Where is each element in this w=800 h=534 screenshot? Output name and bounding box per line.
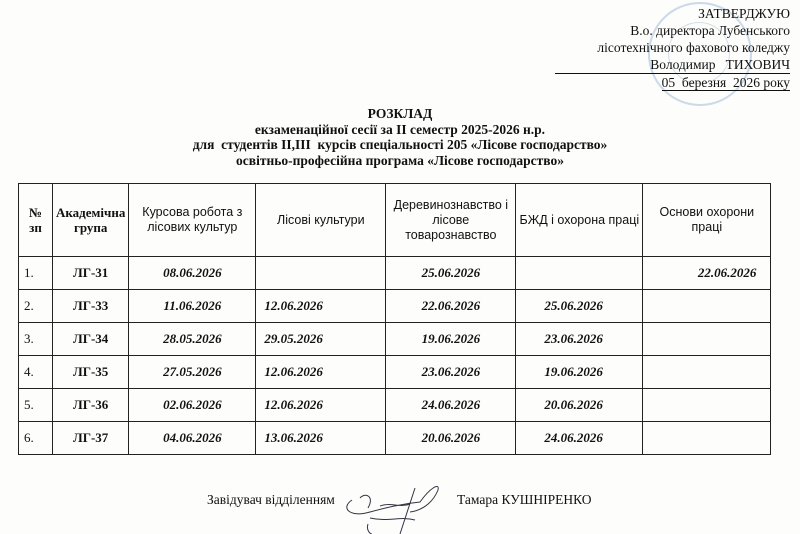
exam-schedule-table	[18, 183, 771, 455]
table-cell: 1.	[19, 257, 53, 290]
approval-block	[555, 5, 790, 91]
approval-name: Володимир ТИХОВИЧ	[555, 56, 790, 74]
table-cell	[643, 389, 771, 422]
table-cell: 25.06.2026	[516, 290, 643, 323]
table-row	[19, 422, 771, 455]
title-line-4: освітньо-професійна програма «Лісове господарство»	[236, 152, 564, 168]
table-row	[19, 356, 771, 389]
table-cell: 02.06.2026	[129, 389, 256, 422]
table-cell: 04.06.2026	[129, 422, 256, 455]
table-cell: ЛГ-36	[53, 389, 129, 422]
table-cell: 12.06.2026	[256, 290, 386, 323]
column-header: БЖД і охорона праці	[516, 184, 643, 257]
table-cell: 24.06.2026	[516, 422, 643, 455]
table-cell	[643, 290, 771, 323]
table-cell: 25.06.2026	[386, 257, 516, 290]
table-cell: ЛГ-34	[53, 323, 129, 356]
table-cell: ЛГ-37	[53, 422, 129, 455]
table-cell: 13.06.2026	[256, 422, 386, 455]
column-header: № зп	[19, 184, 53, 257]
title-line-1: РОЗКЛАД	[367, 106, 433, 121]
table-cell: 22.06.2026	[386, 290, 516, 323]
table-cell: ЛГ-35	[53, 356, 129, 389]
table-cell: ЛГ-33	[53, 290, 129, 323]
approval-date: 05 березня 2026 року	[661, 75, 790, 90]
column-header: Курсова робота з лісових культур	[129, 184, 256, 257]
column-header: Деревинознавство і лісове товарознавство	[386, 184, 516, 257]
column-header: Академічна група	[53, 184, 129, 257]
table-row	[19, 389, 771, 422]
table-cell: 12.06.2026	[256, 389, 386, 422]
table-cell: 6.	[19, 422, 53, 455]
table-cell: 27.05.2026	[129, 356, 256, 389]
table-cell: 23.06.2026	[386, 356, 516, 389]
table-cell: 20.06.2026	[516, 389, 643, 422]
handwritten-signature	[340, 478, 450, 534]
table-row	[19, 323, 771, 356]
table-row	[19, 290, 771, 323]
table-cell: ЛГ-31	[53, 257, 129, 290]
column-header: Основи охорони праці	[643, 184, 771, 257]
document-title	[0, 106, 800, 168]
table-cell: 23.06.2026	[516, 323, 643, 356]
approval-institution: лісотехнічного фахового коледжу	[597, 40, 790, 55]
table-cell	[516, 257, 643, 290]
table-cell	[256, 257, 386, 290]
table-cell: 22.06.2026	[643, 257, 771, 290]
table-cell: 3.	[19, 323, 53, 356]
table-cell: 24.06.2026	[386, 389, 516, 422]
table-cell: 12.06.2026	[256, 356, 386, 389]
table-row	[19, 257, 771, 290]
table-cell: 29.05.2026	[256, 323, 386, 356]
footer-name: Тамара КУШНІРЕНКО	[457, 492, 592, 507]
table-cell: 19.06.2026	[386, 323, 516, 356]
title-line-3: для студентів ІІ,ІІІ курсів спеціальності 205 «Лісове господарство»	[192, 137, 608, 152]
column-header: Лісові культури	[256, 184, 386, 257]
title-line-2: екзаменаційної сесії за ІІ семестр 2025-2026 н.р.	[254, 121, 546, 137]
table-cell: 08.06.2026	[129, 257, 256, 290]
table-cell	[643, 356, 771, 389]
approval-heading: ЗАТВЕРДЖУЮ	[698, 6, 790, 21]
table-cell	[643, 323, 771, 356]
table-cell: 19.06.2026	[516, 356, 643, 389]
table-cell: 20.06.2026	[386, 422, 516, 455]
footer-role: Завідувач відділенням	[207, 492, 335, 507]
table-cell: 5.	[19, 389, 53, 422]
table-cell: 11.06.2026	[129, 290, 256, 323]
table-cell: 2.	[19, 290, 53, 323]
signature-block	[207, 492, 592, 508]
table-cell: 4.	[19, 356, 53, 389]
table-cell: 28.05.2026	[129, 323, 256, 356]
table-cell	[643, 422, 771, 455]
approval-position: В.о. директора Лубенського	[630, 23, 790, 38]
